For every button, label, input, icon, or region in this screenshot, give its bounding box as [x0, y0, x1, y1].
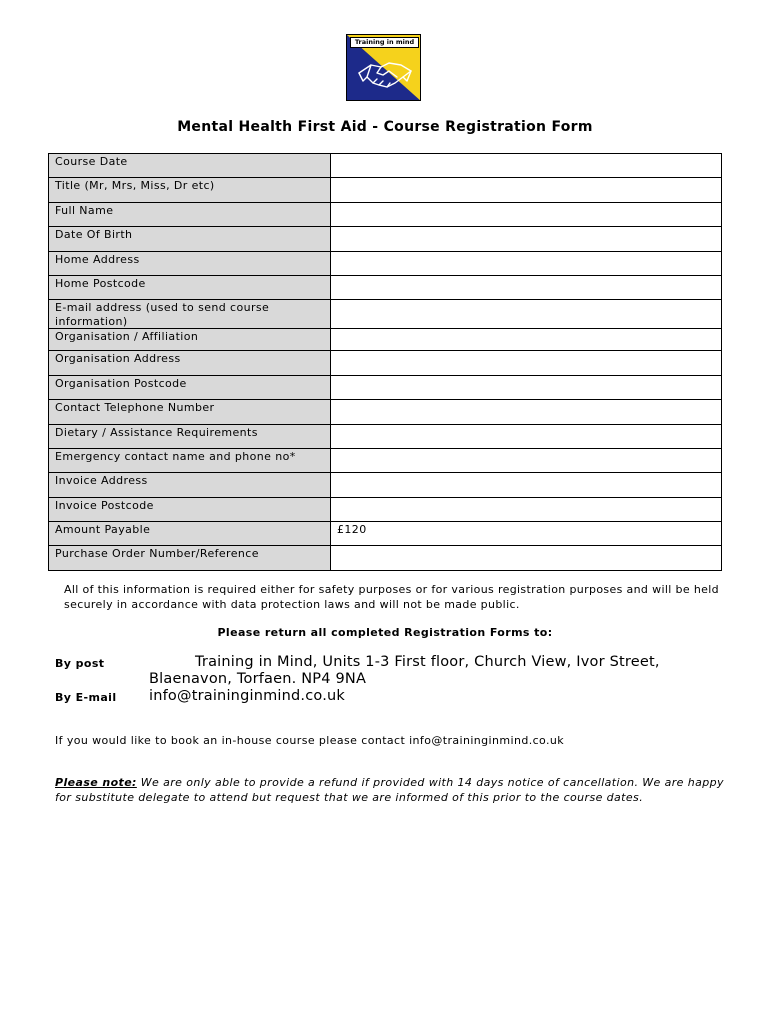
info-text: All of this information is required either for safety purposes or for various registration purposes and will be held securely in accordance with data protection laws and will not be made public. [64, 583, 719, 611]
title-field[interactable] [331, 178, 722, 202]
invoice-postcode-field[interactable] [331, 497, 722, 521]
invoice-address-field[interactable] [331, 473, 722, 497]
organisation-field[interactable] [331, 329, 722, 351]
field-label: Full Name [49, 202, 331, 226]
field-label: Home Address [49, 251, 331, 275]
field-label: Organisation Postcode [49, 375, 331, 399]
return-heading: Please return all completed Registration Forms to: [217, 626, 553, 639]
emergency-contact-field[interactable] [331, 448, 722, 472]
table-row [49, 351, 722, 375]
table-row [49, 522, 722, 546]
dietary-requirements-field[interactable] [331, 424, 722, 448]
note-label: Please note: [55, 776, 137, 789]
full-name-field[interactable] [331, 202, 722, 226]
table-row [49, 473, 722, 497]
field-label: Invoice Postcode [49, 497, 331, 521]
table-row [49, 275, 722, 299]
home-address-field[interactable] [331, 251, 722, 275]
table-row [49, 448, 722, 472]
post-address-line-2: Blaenavon, Torfaen. NP4 9NA [149, 671, 367, 687]
post-address-line-1: Training in Mind, Units 1-3 First floor, Church View, Ivor Street, [195, 654, 660, 670]
field-label: Amount Payable [49, 522, 331, 546]
table-row [49, 424, 722, 448]
handshake-icon [357, 51, 413, 99]
field-label: Emergency contact name and phone no* [49, 448, 331, 472]
registration-table [48, 153, 722, 571]
table-row [49, 300, 722, 329]
email-address: info@traininginmind.co.uk [149, 688, 346, 704]
refund-note [55, 776, 735, 805]
table-row [49, 251, 722, 275]
field-label: Home Postcode [49, 275, 331, 299]
table-row [49, 375, 722, 399]
training-in-mind-logo [346, 34, 421, 101]
note-text: We are only able to provide a refund if provided with 14 days notice of cancellation. We are happy for substitute delegate to attend but request that we are informed of this prior to the course dates. [55, 776, 724, 804]
table-row [49, 400, 722, 424]
field-label: Dietary / Assistance Requirements [49, 424, 331, 448]
page-title: Mental Health First Aid - Course Registration Form [177, 119, 593, 135]
table-row [49, 154, 722, 178]
organisation-address-field[interactable] [331, 351, 722, 375]
table-row [49, 202, 722, 226]
course-date-field[interactable] [331, 154, 722, 178]
field-label: Purchase Order Number/Reference [49, 546, 331, 570]
table-row [49, 546, 722, 570]
purchase-order-field[interactable] [331, 546, 722, 570]
home-postcode-field[interactable] [331, 275, 722, 299]
amount-payable-value: £120 [331, 522, 722, 546]
table-row [49, 497, 722, 521]
field-label: Title (Mr, Mrs, Miss, Dr etc) [49, 178, 331, 202]
inhouse-text: If you would like to book an in-house course please contact info@traininginmind.co.uk [55, 734, 565, 747]
email-label: By E-mail [55, 691, 117, 704]
post-label: By post [55, 657, 105, 670]
field-label: Organisation / Affiliation [49, 329, 331, 351]
field-label: E-mail address (used to send course information) [49, 300, 331, 329]
field-label: Organisation Address [49, 351, 331, 375]
date-of-birth-field[interactable] [331, 227, 722, 251]
table-row [49, 227, 722, 251]
logo-text: Training in mind [350, 37, 419, 48]
field-label: Invoice Address [49, 473, 331, 497]
field-label: Course Date [49, 154, 331, 178]
organisation-postcode-field[interactable] [331, 375, 722, 399]
field-label: Contact Telephone Number [49, 400, 331, 424]
table-row [49, 329, 722, 351]
table-row [49, 178, 722, 202]
field-label: Date Of Birth [49, 227, 331, 251]
telephone-field[interactable] [331, 400, 722, 424]
email-field[interactable] [331, 300, 722, 329]
